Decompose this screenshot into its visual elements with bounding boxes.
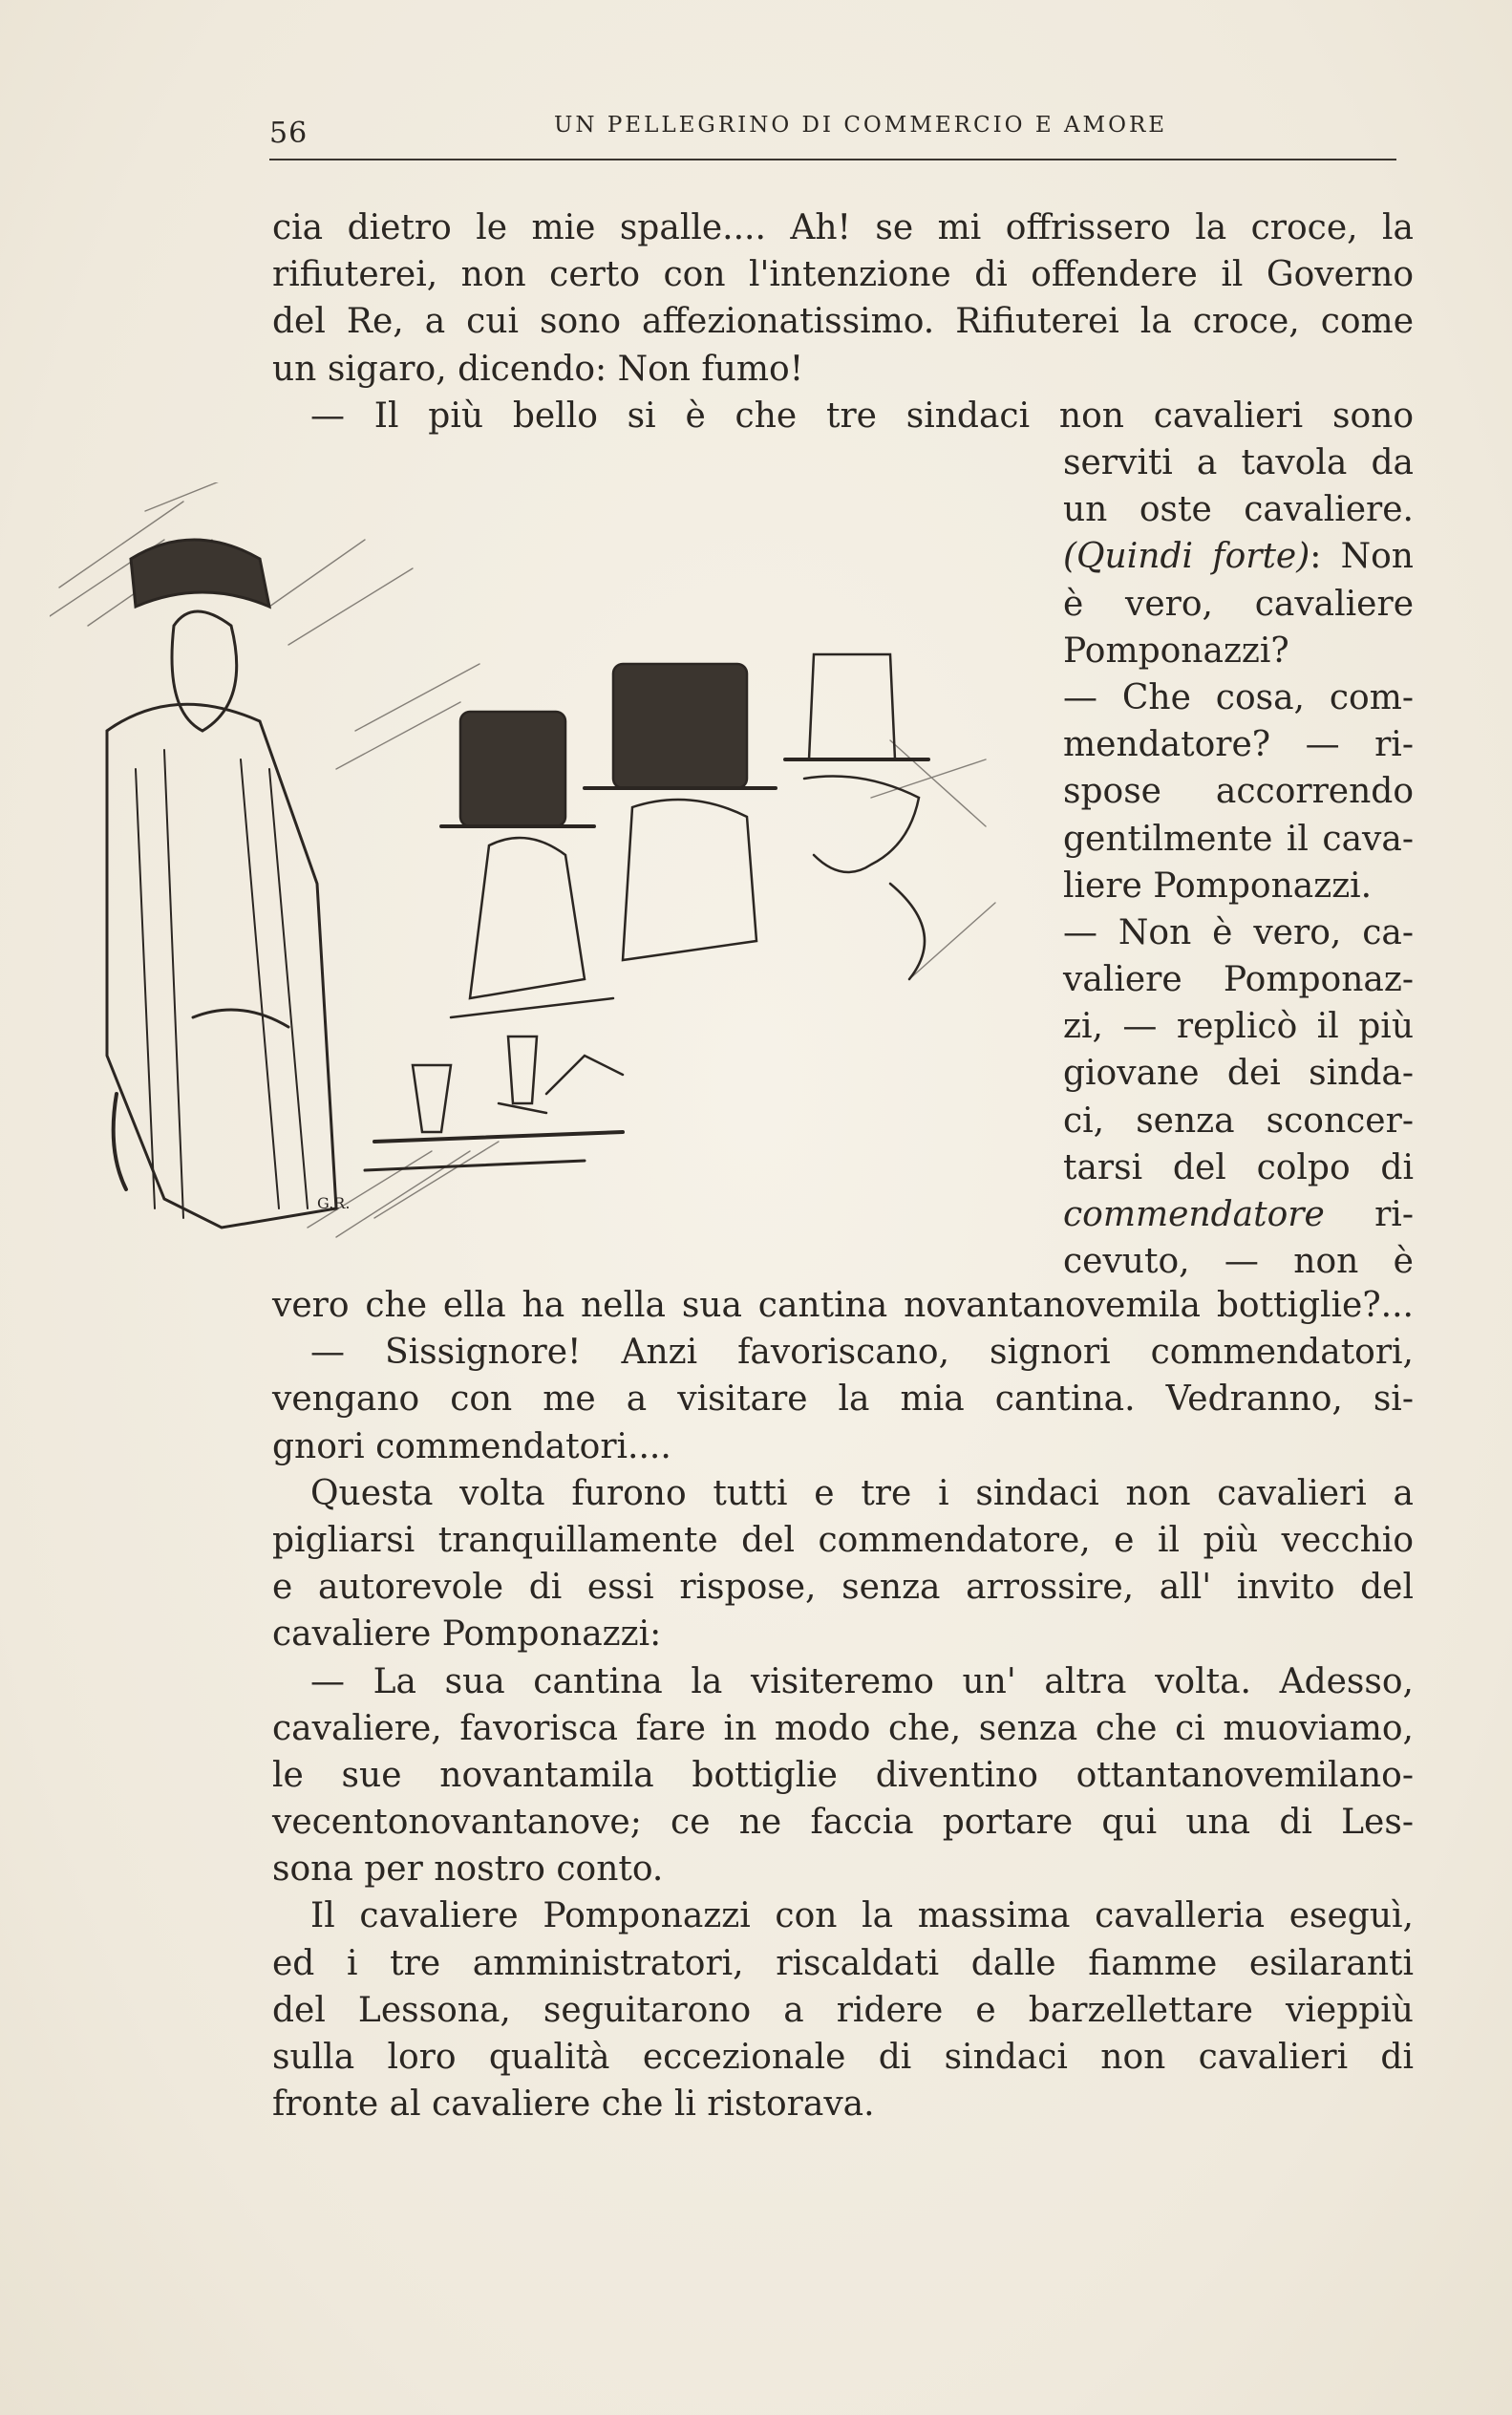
text-line: Questa volta furono tutti e tre i sindaci non cavalieri a xyxy=(310,1473,1414,1513)
text-line: spose accorrendo xyxy=(1063,772,1414,812)
text-line: gnori commendatori.... xyxy=(272,1426,671,1466)
text-line: e autorevole di essi rispose, senza arrossire, all' invito del xyxy=(272,1568,1414,1608)
text-line: Pomponazzi? xyxy=(1063,630,1289,671)
text-line: liere Pomponazzi. xyxy=(1063,866,1373,906)
text-line: cavaliere Pomponazzi: xyxy=(272,1614,662,1655)
text-line: giovane dei sinda- xyxy=(1063,1054,1414,1094)
engraving-illustration xyxy=(50,482,1043,1266)
text-line: sona per nostro conto. xyxy=(272,1849,664,1890)
seated-man-left xyxy=(441,712,613,1017)
header-rule xyxy=(269,159,1396,160)
text-line: tarsi del colpo di xyxy=(1063,1147,1414,1187)
text-line: ci, senza sconcer- xyxy=(1063,1101,1414,1141)
text-line: le sue novantamila bottiglie diventino ottantanovemilano- xyxy=(272,1755,1414,1795)
text-line: del Re, a cui sono affezionatissimo. Rifiuterei la croce, come xyxy=(272,302,1414,342)
text-line: un sigaro, dicendo: Non fumo! xyxy=(272,349,804,389)
text-line: pigliarsi tranquillamente del commendatore, e il più vecchio xyxy=(272,1520,1414,1560)
hatching-marks xyxy=(50,482,995,1237)
text-line: gentilmente il cava- xyxy=(1063,819,1414,859)
text-line: cevuto, — non è xyxy=(1063,1242,1414,1282)
text-block-top xyxy=(272,204,1414,439)
text-line: — Il più bello si è che tre sindaci non cavalieri sono xyxy=(310,395,1414,436)
page-header xyxy=(269,107,1396,150)
text-line: — Non è vero, ca- xyxy=(1063,912,1414,952)
table-and-glasses xyxy=(365,1037,623,1170)
running-title: UN PELLEGRINO DI COMMERCIO E AMORE xyxy=(554,113,1168,138)
text-line: è vero, cavaliere xyxy=(1063,584,1414,624)
text-line: un oste cavaliere. xyxy=(1063,490,1414,530)
text-line: vero che ella ha nella sua cantina novantanovemila bottiglie?... xyxy=(272,1286,1414,1325)
italic-word: commendatore xyxy=(1063,1195,1325,1234)
text-line: valiere Pomponaz- xyxy=(1063,960,1414,1000)
text-line: cavaliere, favorisca fare in modo che, senza che ci muoviamo, xyxy=(272,1708,1414,1748)
text-line: — Che cosa, com- xyxy=(1063,677,1414,717)
text-line: vengano con me a visitare la mia cantina. Vedranno, si- xyxy=(272,1379,1414,1420)
text-line: — Sissignore! Anzi favoriscano, signori commendatori, xyxy=(310,1333,1414,1373)
text-line: Il cavaliere Pomponazzi con la massima cavalleria eseguì, xyxy=(310,1896,1414,1936)
text-line: serviti a tavola da xyxy=(1063,443,1414,482)
seated-man-center xyxy=(585,664,776,960)
text-line: cia dietro le mie spalle.... Ah! se mi offrissero la croce, la xyxy=(272,208,1414,247)
text-fragment: ri- xyxy=(1324,1195,1414,1234)
italic-stage-direction: (Quindi forte) xyxy=(1063,537,1310,577)
man-standing xyxy=(107,540,336,1228)
text-line xyxy=(1063,533,1414,580)
text-block-bottom xyxy=(272,1282,1414,2127)
page-number: 56 xyxy=(269,117,309,150)
text-line: ed i tre amministratori, riscaldati dalle fiamme esilaranti xyxy=(272,1943,1414,1983)
illustrator-signature: G.R. xyxy=(317,1194,351,1212)
text-block-beside-illustration xyxy=(1063,439,1414,1285)
text-line: rifiuterei, non certo con l'intenzione di offendere il Governo xyxy=(272,255,1414,295)
text-line: vecentonovantanove; ce ne faccia portare qui una di Les- xyxy=(272,1803,1414,1843)
text-line xyxy=(1063,1191,1414,1238)
text-line: — La sua cantina la visiteremo un' altra volta. Adesso, xyxy=(310,1661,1414,1701)
text-line: del Lessona, seguitarono a ridere e barzellettare vieppiù xyxy=(272,1990,1414,2030)
text-line: sulla loro qualità eccezionale di sindaci non cavalieri di xyxy=(272,2038,1414,2077)
seated-man-right xyxy=(785,654,928,979)
text-fragment: : Non xyxy=(1310,537,1414,577)
text-line: fronte al cavaliere che li ristorava. xyxy=(272,2084,875,2125)
text-line: zi, — replicò il più xyxy=(1063,1007,1414,1047)
text-line: mendatore? — ri- xyxy=(1063,725,1414,765)
